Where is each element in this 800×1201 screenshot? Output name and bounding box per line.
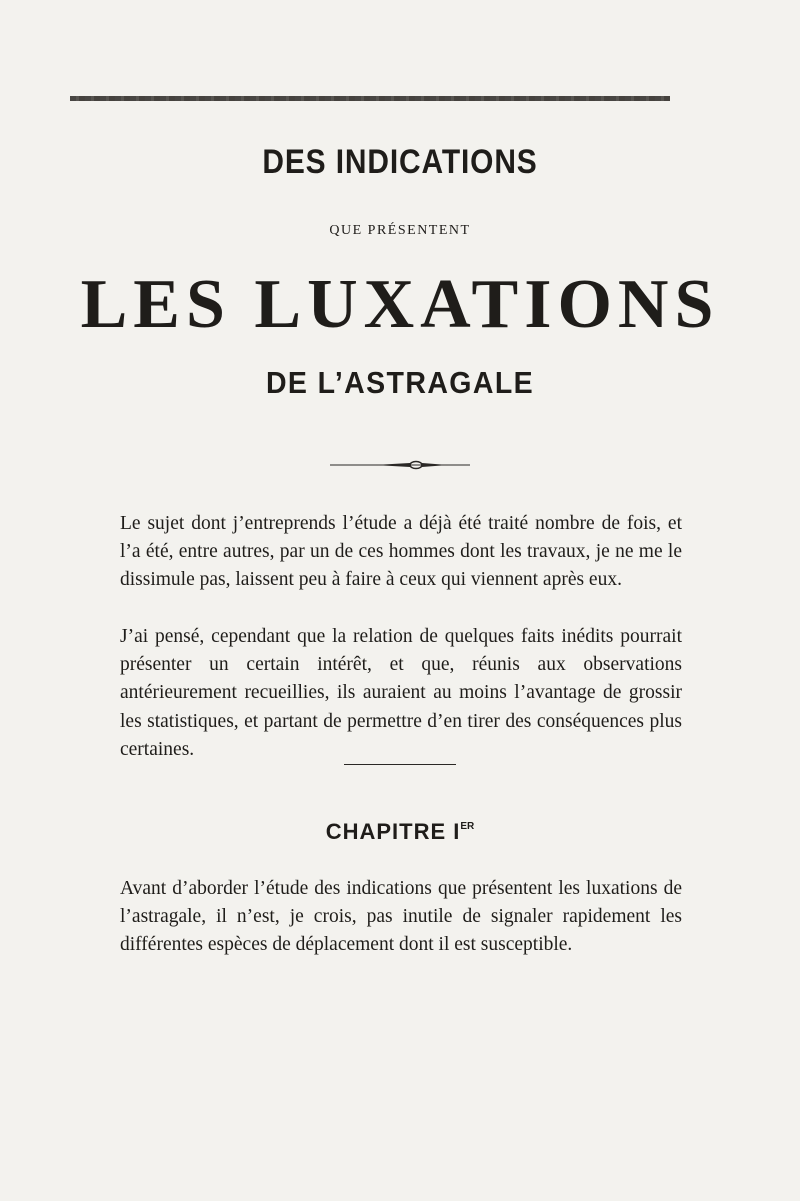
title-subtitle: QUE PRÉSENTENT [329,223,471,238]
title-large: LES LUXATIONS [80,266,720,343]
chapter-superscript: ER [460,821,475,832]
top-decorative-rule [70,96,670,101]
chapter-heading [0,819,800,845]
ornament-divider-icon [330,458,470,472]
title-main: DES INDICATIONS [262,143,538,181]
paragraph-1: Le sujet dont j’entreprends l’étude a déjà été traité nombre de fois, et l’a été, entre autres, par un de ces hommes dont les travaux, je ne me le dissimule pas, laissent peu à faire à ceux qui viennent après eux. [120,513,682,591]
paragraph-2: J’ai pensé, cependant que la relation de quelques faits inédits pourrait présenter un certain intérêt, et que, réunis aux observations antérieurement recueillies, ils auraient au moins l’avantage de grossir les statistiques, et partant de permettre d’en tirer des conséquences plus certaines. [120,626,682,760]
title-subtitle-2: DE L’ASTRAGALE [265,365,535,400]
section-divider [344,764,456,765]
chapter-paragraph: Avant d’aborder l’étude des indications que présentent les luxations de l’astragale, il n’est, je crois, pas inutile de signaler rapidement les différentes espèces de déplacement dont il est susceptible. [120,878,682,956]
chapter-label: CHAPITRE I [325,819,461,844]
